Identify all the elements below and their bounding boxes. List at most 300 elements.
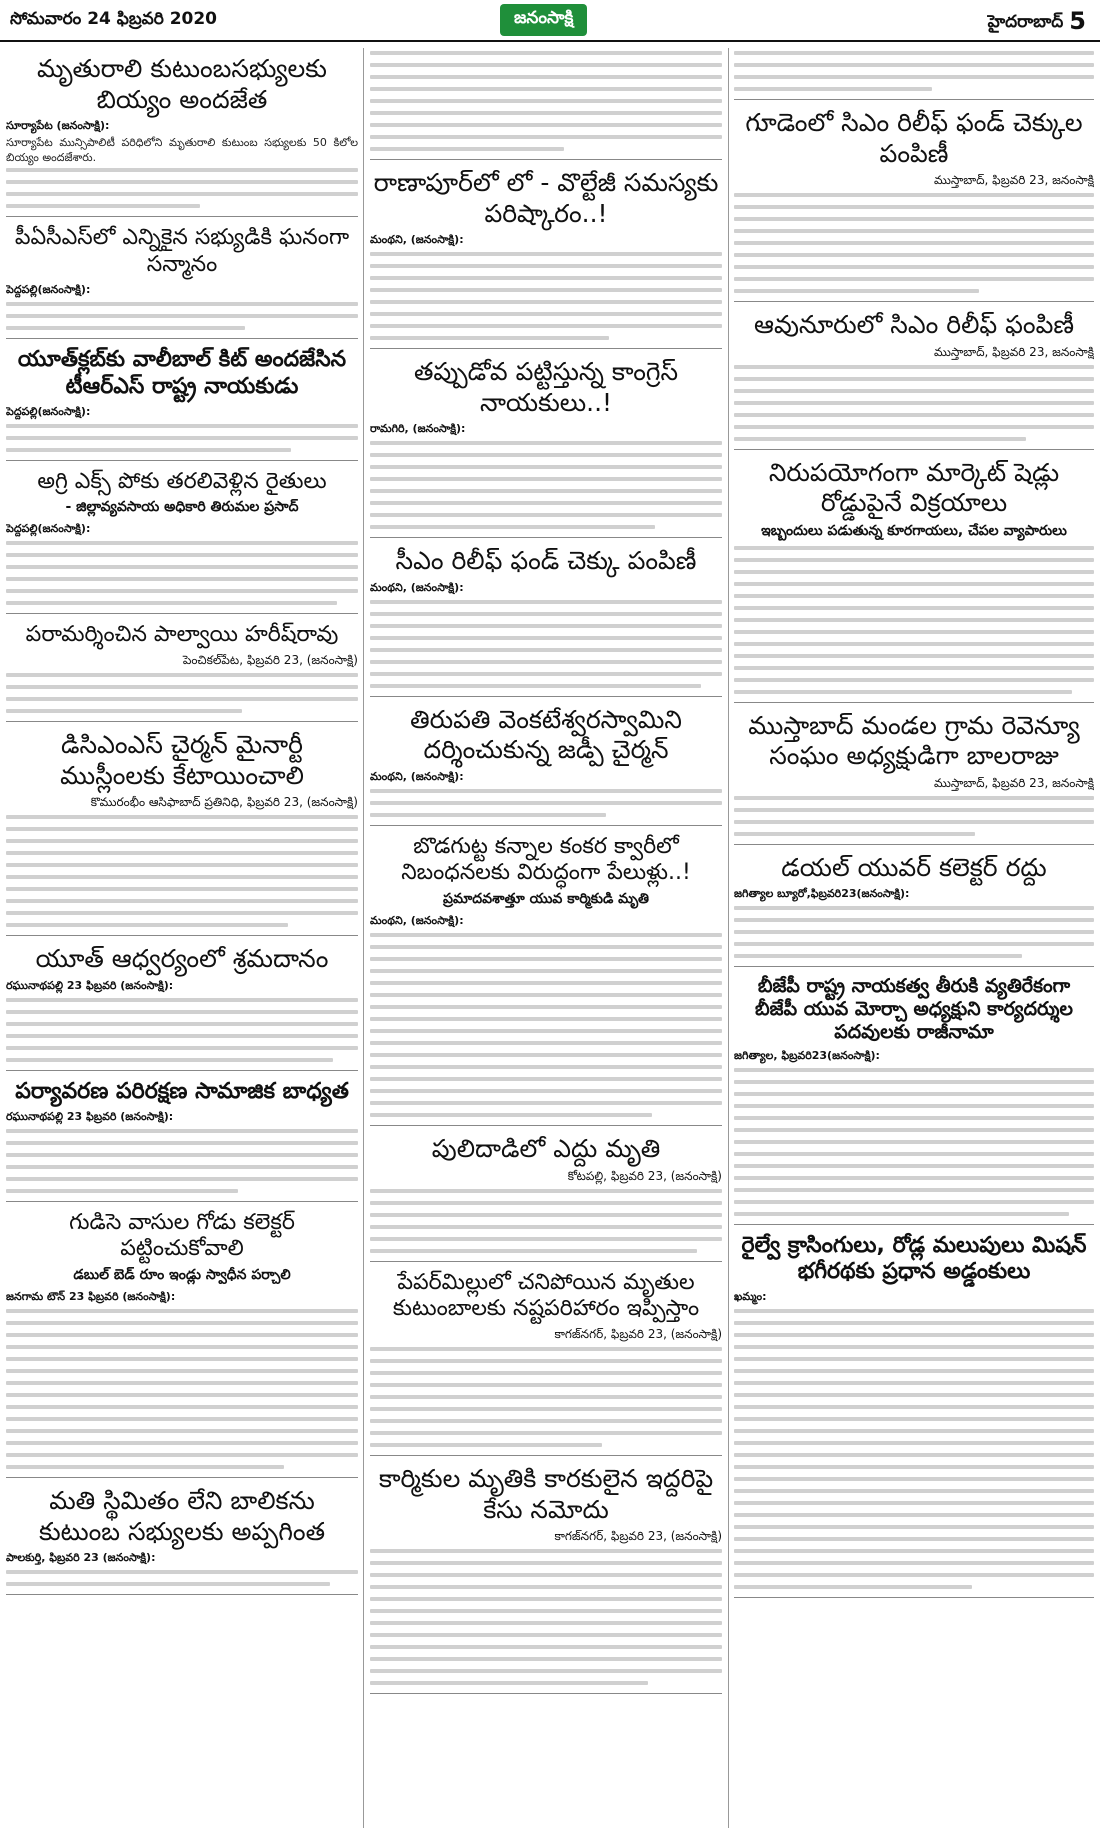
article-headline: కార్మికుల మృతికి కారకులైన ఇద్దరిపై కేసు నమోదు — [378, 1464, 714, 1524]
text-line — [734, 205, 1094, 209]
text-line — [6, 1441, 358, 1445]
text-line — [734, 389, 1094, 393]
article — [6, 1210, 358, 1479]
text-line — [734, 1092, 1094, 1096]
masthead — [0, 0, 1100, 42]
article — [6, 944, 358, 1071]
article-dateline: రఘునాథపల్లి 23 ఫిబ్రవరి (జనంసాక్షి): — [6, 978, 174, 992]
article-body-text — [6, 1570, 358, 1586]
text-line — [734, 1309, 1094, 1313]
article — [734, 1233, 1094, 1599]
article — [370, 51, 722, 160]
text-line — [734, 1417, 1094, 1421]
text-line — [6, 1153, 358, 1157]
text-line — [370, 1347, 722, 1351]
text-line — [370, 453, 722, 457]
text-line — [370, 1597, 722, 1601]
article-body-text — [734, 1068, 1094, 1216]
text-line — [734, 1176, 1094, 1180]
text-line — [6, 204, 200, 208]
article-headline: రాణాపూర్‌లో లో - వొల్టేజీ సమస్యకు పరిష్కారం..! — [373, 168, 719, 228]
text-line — [370, 501, 722, 505]
text-line — [6, 1309, 358, 1313]
edition-label — [988, 7, 1086, 36]
text-line — [370, 624, 722, 628]
text-line — [734, 413, 1094, 417]
text-line — [734, 87, 932, 91]
text-line — [734, 1561, 1094, 1565]
article-headline: మతి స్థిమితం లేని బాలికను కుటుంబ సభ్యులకు అప్పగింత — [38, 1486, 326, 1546]
article-subheadline: ఇబ్బందులు పడుతున్న కూరగాయలు, చేపల వ్యాపారులు — [761, 522, 1067, 539]
text-line — [6, 673, 358, 677]
article-separator — [734, 844, 1094, 845]
text-line — [370, 1419, 722, 1423]
article — [6, 347, 358, 461]
text-line — [734, 425, 1094, 429]
article-body-text — [370, 1189, 722, 1253]
text-line — [6, 1022, 358, 1026]
text-line — [370, 63, 722, 67]
text-line — [6, 1345, 358, 1349]
text-line — [734, 1429, 1094, 1433]
article — [370, 834, 722, 1127]
article-body-text — [370, 789, 722, 817]
text-line — [734, 618, 1094, 622]
article-dateline: మంథని, (జనంసాక్షి): — [370, 769, 464, 783]
text-line — [734, 906, 1094, 910]
article-separator — [370, 825, 722, 826]
article-dateline: జగిత్యాల, ఫిబ్రవరి23(జనంసాక్షి): — [734, 1048, 880, 1062]
text-line — [370, 1585, 722, 1589]
text-line — [370, 1431, 722, 1435]
article-headline: యూత్‌ ఆధ్వర్యంలో శ్రమదానం — [35, 944, 329, 974]
article-dateline: ముస్తాబాద్‌, ఫిబ్రవరి 23, జనంసాక్షి — [934, 173, 1094, 187]
text-line — [6, 697, 358, 701]
article-body-text — [734, 906, 1094, 958]
article-body-text — [370, 252, 722, 340]
text-line — [6, 1165, 358, 1169]
text-line — [734, 1501, 1094, 1505]
text-line — [734, 1477, 1094, 1481]
text-line — [734, 193, 1094, 197]
article-headline: యూత్‌క్లబ్‌కు వాలీబాల్‌ కిట్‌ అందజేసిన టీఆర్‌ఎస్‌ రాష్ట్ర నాయకుడు — [17, 347, 347, 399]
text-line — [370, 1201, 722, 1205]
article — [370, 1270, 722, 1457]
text-line — [370, 87, 722, 91]
article-separator — [6, 1201, 358, 1202]
text-line — [6, 577, 358, 581]
article — [734, 108, 1094, 302]
article — [6, 225, 358, 339]
text-line — [734, 954, 1022, 958]
text-line — [6, 851, 358, 855]
text-line — [6, 1369, 358, 1373]
text-line — [370, 1101, 722, 1105]
text-line — [6, 314, 358, 318]
text-line — [734, 642, 1094, 646]
text-line — [370, 636, 722, 640]
text-line — [370, 1621, 722, 1625]
article-headline: గుడిసె వాసుల గోడు కలెక్టర్‌ పట్టించుకోవాలి — [69, 1209, 295, 1262]
article-separator — [734, 1224, 1094, 1225]
text-line — [6, 1129, 358, 1133]
text-line — [370, 264, 722, 268]
article-dateline: పెద్దపల్లి(జనంసాక్షి): — [6, 404, 91, 418]
text-line — [734, 229, 1094, 233]
article-headline: పేపర్‌మిల్లులో చనిపోయిన మృతుల కుటుంబాలకు నష్టపరిహారం ఇప్పిస్తాం — [392, 1269, 700, 1322]
text-line — [370, 465, 722, 469]
text-line — [734, 1152, 1094, 1156]
text-line — [734, 1164, 1094, 1168]
article-dateline: మంథని, (జనంసాక్షి): — [370, 233, 464, 246]
article-subheadline: డబుల్‌ బెడ్‌ రూం ఇండ్లు స్వాధీన పర్చాలి — [73, 1267, 291, 1284]
article-dateline: పెద్దపల్లి(జనంసాక్షి): — [6, 283, 91, 296]
article-headline: గూడెంలో సిఎం రిలీఫ్‌ ఫండ్‌ చెక్కుల పంపిణీ — [745, 108, 1083, 168]
text-line — [370, 1053, 722, 1057]
text-line — [370, 147, 564, 151]
text-line — [370, 813, 606, 817]
text-line — [6, 192, 358, 196]
article-headline: పులిదాడిలో ఎద్దు మృతి — [431, 1134, 661, 1164]
article-separator — [734, 99, 1094, 100]
text-line — [370, 1395, 722, 1399]
article-body-text — [734, 365, 1094, 441]
article-dateline: కోటపల్లి, ఫిబ్రవరి 23, (జనంసాక్షి) — [567, 1168, 722, 1183]
article-separator — [370, 348, 722, 349]
text-line — [6, 541, 358, 545]
text-line — [6, 1357, 358, 1361]
article-headline: ఆవునూరులో సిఎం రిలీఫ్‌ ఫంపిణీ — [754, 310, 1074, 339]
text-line — [6, 815, 358, 819]
text-line — [370, 1633, 722, 1637]
text-line — [370, 672, 722, 676]
text-line — [370, 1237, 722, 1241]
text-line — [734, 1188, 1094, 1192]
text-line — [734, 75, 1094, 79]
text-line — [370, 1645, 722, 1649]
text-line — [370, 933, 722, 937]
text-line — [6, 1189, 238, 1193]
text-line — [734, 1068, 1094, 1072]
text-line — [734, 1441, 1094, 1445]
article-separator — [370, 696, 722, 697]
article-separator — [6, 1070, 358, 1071]
article-body-text — [370, 1347, 722, 1447]
text-line — [370, 957, 722, 961]
text-line — [6, 1321, 358, 1325]
text-line — [370, 300, 722, 304]
text-line — [734, 217, 1094, 221]
article-separator — [734, 1597, 1094, 1598]
text-line — [734, 558, 1094, 562]
article-separator — [6, 460, 358, 461]
text-line — [734, 365, 1094, 369]
text-line — [370, 612, 722, 616]
text-line — [370, 1407, 722, 1411]
article-dateline: సూర్యాపేట (జనంసాక్షి): — [6, 119, 110, 132]
text-line — [370, 75, 722, 79]
article-separator — [370, 159, 722, 160]
article-dateline: కాగజ్‌నగర్‌, ఫిబ్రవరి 23, (జనంసాక్షి) — [554, 1529, 722, 1544]
article-body: సూర్యాపేట మున్సిపాలిటీ పరిధిలోని మృతురాలి కుటుంబ సభ్యులకు 50 కిలోల బియ్యం అందజేశారు. — [6, 136, 358, 165]
article-body-text — [734, 546, 1094, 694]
text-line — [734, 1333, 1094, 1337]
text-line — [370, 1089, 722, 1093]
text-line — [6, 1141, 358, 1145]
text-line — [370, 1371, 722, 1375]
article-headline: నిరుపయోగంగా మార్కెట్‌ షెడ్లు రోడ్డుపైనే విక్రయాలు — [768, 457, 1060, 517]
text-line — [6, 1333, 358, 1337]
article-body-text — [734, 1309, 1094, 1589]
article — [734, 458, 1094, 703]
article-separator — [734, 449, 1094, 450]
text-line — [6, 899, 358, 903]
article-body-text — [370, 1549, 722, 1685]
text-line — [370, 51, 722, 55]
article-headline: పరామర్శించిన పాల్వాయి హరీష్‌రావు — [25, 622, 339, 648]
article-body-text — [6, 541, 358, 605]
text-line — [734, 1200, 1094, 1204]
article-dateline: జనగామ టౌన్‌ 23 ఫిబ్రవరి (జనంసాక్షి): — [6, 1290, 176, 1304]
text-line — [6, 863, 358, 867]
article-body-text — [6, 1129, 358, 1193]
article-headline: అగ్రి ఎక్స్‌ పోకు తరలివెళ్లిన రైతులు — [37, 468, 327, 494]
article-dateline: ఖమ్మం: — [734, 1290, 767, 1304]
text-line — [734, 1212, 1069, 1216]
article — [6, 1486, 358, 1595]
article — [370, 546, 722, 697]
article — [6, 54, 358, 217]
text-line — [734, 277, 1094, 281]
text-line — [6, 180, 358, 184]
text-line — [6, 1405, 358, 1409]
article-separator — [6, 1477, 358, 1478]
text-line — [6, 553, 358, 557]
text-line — [6, 168, 358, 172]
text-line — [370, 1609, 722, 1613]
column-2 — [370, 48, 722, 1828]
page-number: 5 — [1069, 7, 1086, 35]
text-line — [734, 808, 1094, 812]
article-body-text — [6, 168, 358, 208]
article-dateline: పాలకుర్తి, ఫిబ్రవరి 23 (జనంసాక్షి): — [6, 1551, 156, 1565]
text-line — [734, 1537, 1094, 1541]
article — [734, 975, 1094, 1225]
text-line — [6, 685, 358, 689]
text-line — [370, 1249, 697, 1253]
article — [6, 1079, 358, 1202]
text-line — [734, 654, 1094, 658]
text-line — [734, 630, 1094, 634]
text-line — [6, 1034, 358, 1038]
text-line — [6, 875, 358, 879]
article-body-text — [6, 998, 358, 1062]
text-line — [734, 63, 1094, 67]
article-headline: తిరుపతి వెంకటేశ్వరస్వామిని దర్శించుకున్న జడ్పీ చైర్మన్‌ — [410, 704, 682, 764]
text-line — [370, 1573, 722, 1577]
article-headline: పీఏసీఎస్‌లో ఎన్నికైన సభ్యుడికి ఘనంగా సన్మానం — [14, 225, 350, 278]
article-body-text — [370, 51, 722, 151]
text-line — [370, 123, 722, 127]
article-body-text — [370, 441, 722, 529]
text-line — [734, 1345, 1094, 1349]
text-line — [370, 1549, 722, 1553]
article — [370, 1134, 722, 1262]
text-line — [370, 981, 722, 985]
text-line — [734, 437, 1026, 441]
text-line — [734, 1405, 1094, 1409]
article-separator — [6, 1594, 358, 1595]
article-body-text — [6, 673, 358, 713]
article-body-text — [370, 600, 722, 688]
article-separator — [734, 301, 1094, 302]
article-separator — [6, 216, 358, 217]
text-line — [6, 1417, 358, 1421]
text-line — [734, 1357, 1094, 1361]
text-line — [370, 993, 722, 997]
article-dateline: మంథని, (జనంసాక్షి): — [370, 580, 464, 594]
article-headline: డయల్‌ యువర్‌ కలెక్టర్‌ రద్దు — [781, 852, 1047, 882]
text-line — [370, 660, 722, 664]
text-line — [734, 253, 1094, 257]
text-line — [6, 424, 358, 428]
article-separator — [370, 537, 722, 538]
text-line — [370, 441, 722, 445]
text-line — [370, 1669, 722, 1673]
text-line — [6, 1010, 358, 1014]
article-separator — [370, 1261, 722, 1262]
text-line — [734, 796, 1094, 800]
article-separator — [734, 702, 1094, 703]
text-line — [370, 648, 722, 652]
article-subheadline: - జిల్లావ్యవసాయ అధికారి తిరుమల ప్రసాద్‌ — [65, 499, 299, 516]
article — [734, 310, 1094, 450]
text-line — [370, 1017, 722, 1021]
article-dateline: కొమురంభీం ఆసిఫాబాద్‌ ప్రతినిధి, ఫిబ్రవరి 23, (జనంసాక్షి) — [90, 795, 358, 810]
text-line — [370, 1681, 648, 1685]
text-line — [370, 489, 722, 493]
article — [370, 357, 722, 538]
text-line — [734, 1393, 1094, 1397]
article — [6, 469, 358, 615]
text-line — [370, 789, 722, 793]
article-dateline: కాగజ్‌నగర్‌, ఫిబ్రవరి 23, (జనంసాక్షి) — [554, 1327, 722, 1342]
text-line — [734, 1573, 1094, 1577]
text-line — [6, 1453, 358, 1457]
article-headline: ముస్తాబాద్‌ మండల గ్రామ రెవెన్యూ సంఘం అధ్యక్షుడిగా బాలరాజు — [748, 710, 1080, 770]
text-line — [370, 1561, 722, 1565]
article-separator — [6, 338, 358, 339]
article-separator — [370, 1125, 722, 1126]
text-line — [370, 525, 655, 529]
text-line — [734, 401, 1094, 405]
text-line — [370, 1029, 722, 1033]
text-line — [370, 477, 722, 481]
text-line — [6, 1046, 358, 1050]
text-line — [734, 241, 1094, 245]
text-line — [734, 1128, 1094, 1132]
text-line — [6, 839, 358, 843]
text-line — [370, 945, 722, 949]
text-line — [734, 1080, 1094, 1084]
text-line — [734, 1585, 972, 1589]
text-line — [370, 324, 722, 328]
text-line — [734, 666, 1094, 670]
text-line — [6, 326, 245, 330]
article — [370, 168, 722, 349]
article-body-text — [6, 424, 358, 452]
article-headline: బీజేపీ రాష్ట్ర నాయకత్వ తీరుకి వ్యతిరేకంగా బీజేపీ యువ మోర్చా అధ్యక్షుని కార్యదర్శుల పదవులకు రాజీనామా — [755, 975, 1073, 1044]
article-body-text — [6, 302, 358, 330]
text-line — [734, 820, 1094, 824]
text-line — [370, 1383, 722, 1387]
article-separator — [6, 721, 358, 722]
text-line — [734, 582, 1094, 586]
text-line — [370, 1657, 722, 1661]
text-line — [734, 1140, 1094, 1144]
text-line — [370, 111, 722, 115]
text-line — [370, 1189, 722, 1193]
text-line — [6, 1429, 358, 1433]
article-separator — [6, 613, 358, 614]
text-line — [734, 377, 1094, 381]
article-dateline: ముస్తాబాద్‌, ఫిబ్రవరి 23, జనంసాక్షి — [934, 775, 1094, 790]
article-dateline: పెంచికల్‌పేట, ఫిబ్రవరి 23, (జనంసాక్షి) — [182, 653, 358, 668]
text-line — [370, 684, 701, 688]
article-body-text — [734, 51, 1094, 91]
text-line — [734, 594, 1094, 598]
text-line — [6, 923, 288, 927]
article-headline: రైల్వే క్రాసింగులు, రోడ్ల మలుపులు మిషన్‌ భగీరథకు ప్రధాన అడ్డంకులు — [741, 1232, 1087, 1285]
text-line — [370, 288, 722, 292]
text-line — [6, 601, 337, 605]
text-line — [734, 606, 1094, 610]
column-divider — [363, 48, 364, 1828]
article-body-text — [370, 933, 722, 1117]
article-separator — [370, 1693, 722, 1694]
text-line — [734, 1465, 1094, 1469]
text-line — [370, 513, 722, 517]
text-line — [734, 1104, 1094, 1108]
text-line — [6, 436, 358, 440]
text-line — [370, 312, 722, 316]
text-line — [370, 1359, 722, 1363]
article — [6, 622, 358, 722]
text-line — [6, 448, 291, 452]
text-line — [370, 1213, 722, 1217]
text-line — [370, 1065, 722, 1069]
text-line — [370, 99, 722, 103]
text-line — [6, 1465, 284, 1469]
article — [734, 711, 1094, 845]
article-separator — [370, 1455, 722, 1456]
text-line — [734, 1381, 1094, 1385]
text-line — [6, 709, 242, 713]
text-line — [6, 302, 358, 306]
text-line — [370, 969, 722, 973]
text-line — [734, 930, 1094, 934]
article-separator — [6, 935, 358, 936]
article — [734, 853, 1094, 968]
text-line — [6, 1570, 358, 1574]
text-line — [370, 1443, 602, 1447]
text-line — [734, 690, 1072, 694]
article-dateline: రఘునాథపల్లి 23 ఫిబ్రవరి (జనంసాక్షి): — [6, 1109, 174, 1123]
text-line — [6, 589, 358, 593]
text-line — [734, 1116, 1094, 1120]
text-line — [6, 1582, 330, 1586]
text-line — [734, 1513, 1094, 1517]
